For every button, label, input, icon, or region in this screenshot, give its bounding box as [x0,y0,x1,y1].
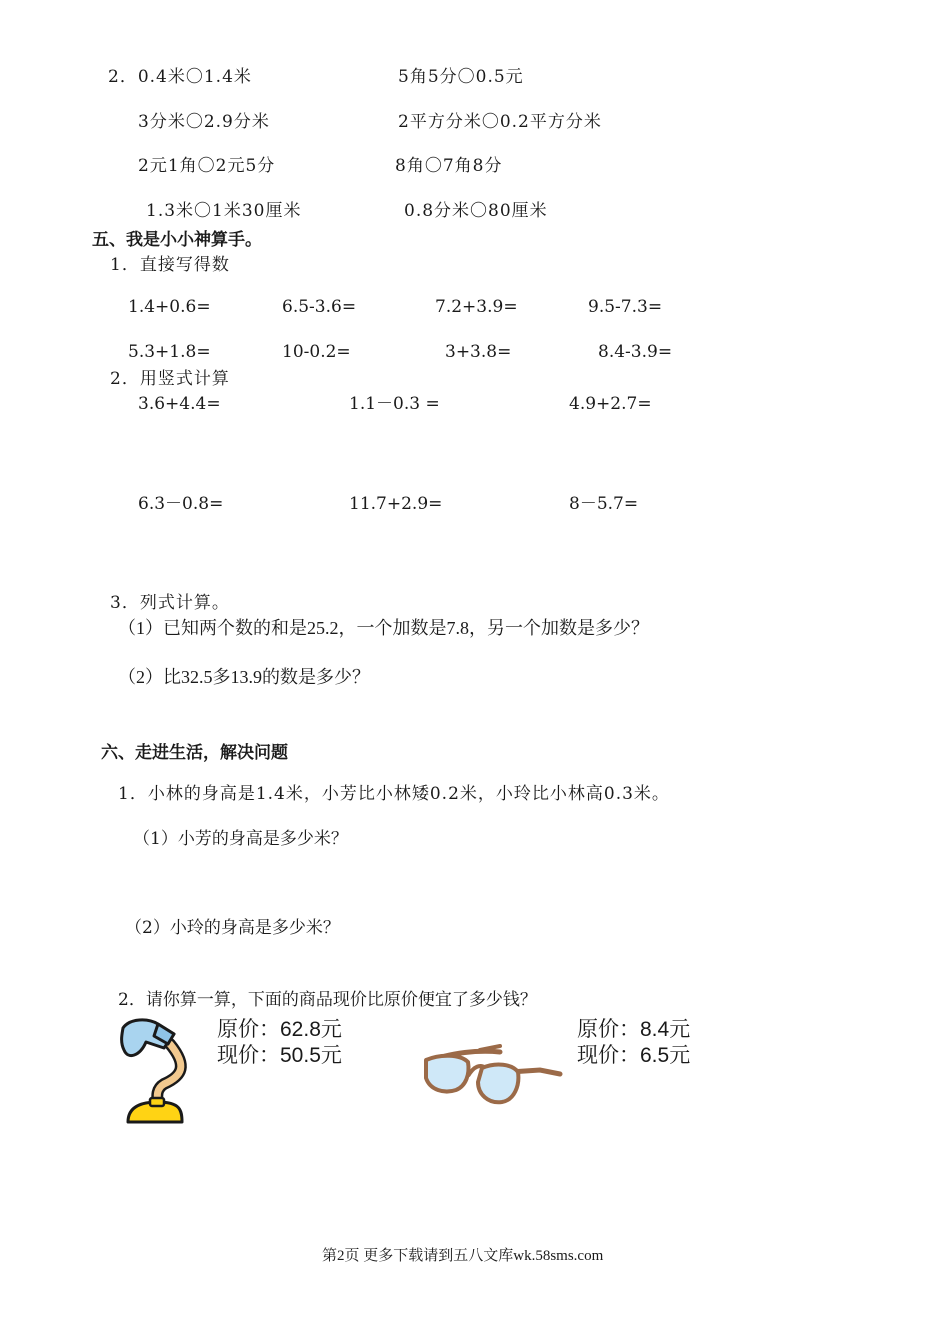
compare-row-1-right: 5角5分〇0.5元 [398,67,524,87]
direct-calc-item: 6.5-3.6= [282,297,357,317]
direct-calc-item: 3+3.8= [445,342,512,362]
vertical-calc-item: 4.9+2.7= [569,394,652,414]
vertical-calc-item: 3.6+4.4= [138,394,221,414]
problem-1-text: 1．小林的身高是1.4米，小芳比小林矮0.2米，小玲比小林高0.3米。 [118,784,670,804]
compare-row-4-left: 1.3米〇1米30厘米 [146,201,302,221]
direct-calc-item: 7.2+3.9= [435,297,518,317]
direct-calc-item: 1.4+0.6= [128,297,211,317]
direct-calc-item: 8.4-3.9= [598,342,673,362]
compare-row-2-left: 3分米〇2.9分米 [138,112,270,132]
problem-1-question-2: （2）小玲的身高是多少米？ [125,918,340,938]
compare-row-3-right: 8角〇7角8分 [395,156,503,176]
word-calc-title: 3．列式计算。 [110,593,230,613]
desk-lamp-icon [118,1014,190,1128]
word-calc-question-2: （2）比32.5多13.9的数是多少？ [118,667,370,687]
glasses-original-price: 原价：8.4元 [577,1018,691,1041]
vertical-calc-item: 8－5.7= [569,494,639,514]
compare-row-3-left: 2元1角〇2元5分 [138,156,276,176]
direct-calc-item: 10-0.2= [282,342,351,362]
vertical-calc-item: 1.1－0.3 = [349,394,440,414]
problem-1-question-1: （1）小芳的身高是多少米？ [133,829,348,849]
glasses-current-price: 现价：6.5元 [577,1044,691,1067]
glasses-icon [420,1040,568,1112]
compare-row-2-right: 2平方分米〇0.2平方分米 [398,112,602,132]
vertical-calc-title: 2．用竖式计算 [110,369,230,389]
page-footer: 第2页 更多下载请到五八文库wk.58sms.com [322,1248,604,1264]
lamp-current-price: 现价：50.5元 [217,1044,342,1067]
direct-calc-item: 9.5-7.3= [588,297,663,317]
vertical-calc-item: 6.3－0.8= [138,494,224,514]
direct-calc-title: 1．直接写得数 [110,255,230,275]
problem-2-text: 2．请你算一算，下面的商品现价比原价便宜了多少钱？ [118,990,537,1010]
section6-heading: 六、走进生活，解决问题 [101,743,288,763]
compare-row-1-left: 2．0.4米〇1.4米 [108,67,252,87]
direct-calc-item: 5.3+1.8= [128,342,211,362]
section5-heading: 五、我是小小神算手。 [92,230,262,250]
vertical-calc-item: 11.7+2.9= [349,494,443,514]
compare-row-4-right: 0.8分米〇80厘米 [404,201,548,221]
word-calc-question-1: （1）已知两个数的和是25.2，一个加数是7.8，另一个加数是多少？ [118,618,649,638]
lamp-original-price: 原价：62.8元 [217,1018,342,1041]
